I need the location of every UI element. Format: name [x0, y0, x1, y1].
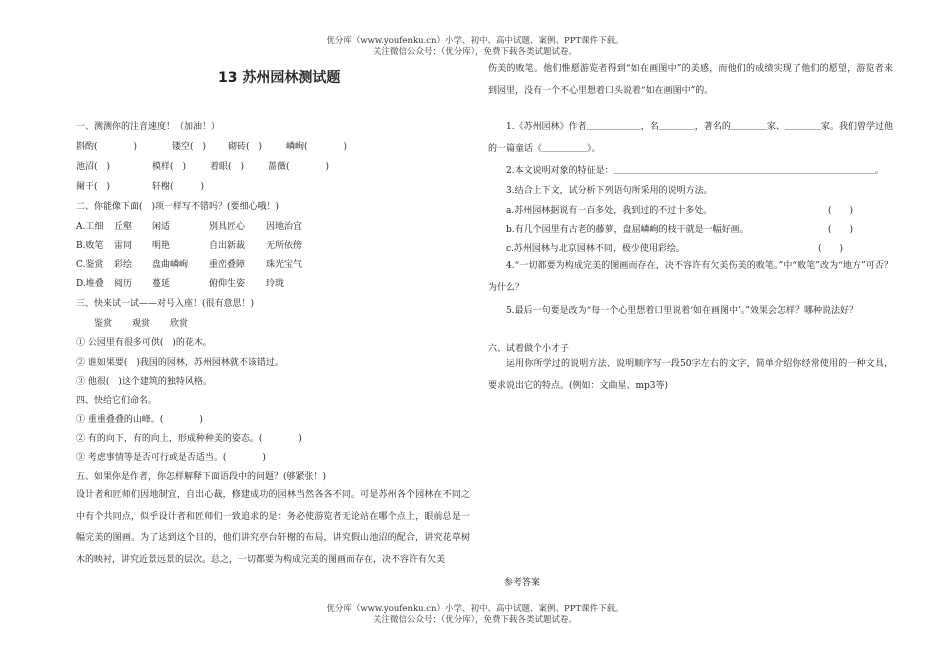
- question-3b: b.有几个园里有古老的藤萝，盘屈嶙峋的枝干就是一幅好画。: [506, 225, 749, 235]
- reading-passage: 设计者和匠师们因地制宜，自出心裁，修建成功的园林当然各各不同。可是苏州各个园林在不同之中有个共同点，似乎设计者和匠师们一致追求的是：务必使游览者无论站在哪个点上，眼前总是一幅完美的图画。为了达到这个目的，他们讲究亭台轩榭的布局，讲究假山池沼的配合，讲究花草树木的映衬，讲究近景远景的层次。总之，一切都要为构成完美的图画而存在，决不容许有欠美: [76, 490, 470, 565]
- reading-passage-continued: 伤美的败笔。他们惟愿游览者得到“如在画图中”的美感，而他们的成绩实现了他们的愿望，游览者来到园里，没有一个不心里想着口头说着“如在画图中”的。: [488, 64, 893, 96]
- question-4: 4.“一切都要为构成完美的图画而存在，决不容许有欠美伤美的败笔。”中“败笔”改为“地方”可否？为什么？: [488, 261, 893, 293]
- writing-task: 运用你所学过的说明方法、说明顺序写一段50字左右的文字，简单介绍你经常使用的一种文具，要求说出它的特点。(例如：文曲星、mp3等): [488, 359, 893, 391]
- pinyin-item: 镂空( ): [172, 142, 207, 152]
- pinyin-item: 模样( ): [152, 162, 187, 172]
- option-cell: 珠光宝气: [266, 260, 303, 270]
- naming-item: ② 有的向下，有的向上，形成种种美的姿态。( ): [76, 434, 302, 444]
- question-3c: c.苏州园林与北京园林不同，极少使用彩绘。: [506, 244, 685, 254]
- option-cell: D.堆叠: [76, 279, 104, 289]
- option-cell: 因地治宜: [266, 222, 303, 232]
- section-3-heading: 三、快来试一试——对号入座！(很有意思！): [76, 299, 255, 309]
- option-cell: 明艳: [152, 241, 171, 251]
- word-choice: 观赏: [132, 319, 151, 329]
- section-2-heading: 二、你能像下面( )项一样写不错吗？(要细心哦！): [76, 202, 280, 212]
- option-cell: 重峦叠障: [209, 260, 246, 270]
- option-cell: 玲珑: [266, 279, 285, 289]
- option-cell: 雷同: [114, 241, 133, 251]
- answer-paren: ( ): [818, 244, 844, 254]
- footer-line-2: 关注微信公众号：（优分库），免费下载各类试题试卷。: [372, 615, 577, 625]
- section-5-heading: 五、如果你是作者，你怎样解释下面语段中的问题？(够紧张！): [76, 472, 327, 482]
- answers-label: 参考答案: [504, 578, 541, 588]
- page-footer: [0, 604, 950, 626]
- pinyin-item: 嶙峋( ): [286, 142, 348, 152]
- pinyin-item: 阑干( ): [76, 182, 111, 192]
- footer-line-1: 优分库（www.youfenku.cn）小学、初中、高中试题、案例、PPT课件下载。: [326, 604, 624, 614]
- question-5: 5.最后一句要是改为“每一个心里想着口里说着‘如在画图中’。”效果会怎样？哪种说法好？: [506, 306, 859, 316]
- page-header: [0, 36, 950, 58]
- option-cell: 无所依傍: [266, 241, 303, 251]
- answer-paren: ( ): [828, 225, 854, 235]
- header-line-1: 优分库（www.youfenku.cn）小学、初中、高中试题、案例、PPT课件下载。: [326, 36, 624, 46]
- fill-blank-item: ① 公园里有很多可供( )的花木。: [76, 338, 212, 348]
- option-cell: A.工细: [76, 222, 104, 232]
- fill-blank-item: ③ 他很( )这个建筑的独特风格。: [76, 377, 212, 387]
- option-cell: 自出新裁: [209, 241, 246, 251]
- pinyin-item: 池沼( ): [76, 162, 111, 172]
- word-choice: 欣赏: [170, 319, 189, 329]
- pinyin-item: 蔷薇( ): [268, 162, 330, 172]
- option-cell: 阅历: [114, 279, 133, 289]
- page-title: 13 苏州园林测试题: [218, 70, 341, 86]
- option-cell: 闲适: [152, 222, 171, 232]
- word-choice: 鉴赏: [94, 319, 113, 329]
- header-line-2: 关注微信公众号：（优分库），免费下载各类试题试卷。: [372, 47, 577, 57]
- option-cell: 彩绘: [114, 260, 133, 270]
- section-1-heading: 一、测测你的注音速度！（加油！）: [76, 122, 221, 132]
- section-6-heading: 六、试着做个小才子: [488, 344, 570, 354]
- option-cell: 别具匠心: [209, 222, 246, 232]
- question-1: 1.《苏州园林》作者＿＿＿＿＿＿，名＿＿＿＿，著名的＿＿＿＿家、＿＿＿＿家。我们曾学过他的一篇童话《＿＿＿＿＿》。: [488, 122, 893, 154]
- fill-blank-item: ② 谁如果要( )我国的园林，苏州园林就不该错过。: [76, 358, 284, 368]
- option-cell: B.败笔: [76, 241, 104, 251]
- question-2: 2.本文说明对象的特征是：＿＿＿＿＿＿＿＿＿＿＿＿＿＿＿＿＿＿＿＿＿＿＿＿＿＿＿＿＿。: [506, 166, 884, 176]
- naming-item: ① 重重叠叠的山峰。( ): [76, 415, 203, 425]
- answer-paren: ( ): [828, 206, 854, 216]
- question-3a: a.苏州园林据说有一百多处，我到过的不过十多处。: [506, 206, 713, 216]
- section-4-heading: 四、快给它们命名。: [76, 396, 158, 406]
- pinyin-item: 砌砖( ): [228, 142, 263, 152]
- pinyin-item: 轩榭( ): [152, 182, 205, 192]
- option-cell: 盘曲嶙峋: [152, 260, 189, 270]
- question-3: 3.结合上下文，试分析下列语句所采用的说明方法。: [506, 186, 713, 196]
- option-cell: 丘壑: [114, 222, 133, 232]
- option-cell: 蔓延: [152, 279, 171, 289]
- option-cell: C.鉴赏: [76, 260, 104, 270]
- pinyin-item: 斟酌( ): [76, 142, 138, 152]
- option-cell: 俯仰生姿: [209, 279, 246, 289]
- pinyin-item: 着眼( ): [210, 162, 245, 172]
- naming-item: ③ 考虑事情等是否可行或是否适当。( ): [76, 453, 266, 463]
